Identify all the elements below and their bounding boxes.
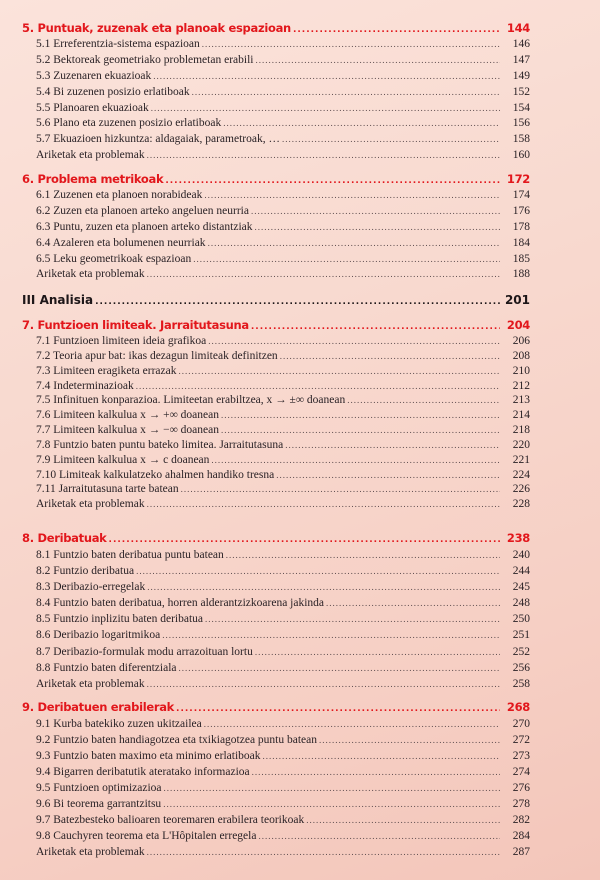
section-entry [22, 204, 530, 220]
entry-title: 9.3 Funtzio baten maximo eta minimo erlatiboak [36, 750, 261, 762]
page-number: 176 [512, 204, 530, 217]
section-entry [22, 732, 530, 748]
toc-chapter-5 [22, 20, 530, 164]
page-number: 270 [512, 718, 530, 730]
entry-title: 8.1 Funtzio baten deribatua puntu batean [36, 549, 224, 561]
dot-leader [319, 732, 500, 748]
entry-title: 5.3 Zuzenaren ekuazioak [36, 69, 152, 82]
dot-leader [178, 364, 500, 379]
entry-title: 8.6 Deribazio logaritmikoa [36, 629, 161, 642]
page-number: 184 [512, 236, 530, 249]
page-number: 284 [512, 830, 530, 842]
dot-leader [255, 220, 500, 236]
page-number: 158 [512, 133, 530, 146]
toc-chapter-8 [22, 530, 530, 692]
entry-title: 6.5 Leku geometrikoak espazioan [36, 252, 192, 265]
section-entry [22, 644, 530, 660]
section-entry [22, 676, 530, 692]
entry-title: 7.6 Limiteen kalkulua x → +∞ doanean [36, 409, 219, 422]
page-number: 272 [512, 734, 530, 746]
dot-leader [255, 644, 500, 660]
entry-title: 9.8 Cauchyren teorema eta L'Hôpitalen erregela [36, 830, 257, 842]
page-number: 201 [504, 293, 530, 307]
entry-title: 7.8 Funtzio baten puntu bateko limitea. Jarraitutasuna [36, 438, 284, 451]
dot-leader [162, 627, 500, 643]
entry-title: Ariketak eta problemak [36, 268, 145, 281]
section-entry [22, 748, 530, 764]
entry-title: 8.2 Funtzio deribatua [36, 565, 135, 578]
dot-leader [252, 764, 500, 780]
entry-title: 7.5 Infinituen konparazioa. Limiteetan erabiltzea, x → ±∞ doanean [36, 394, 346, 407]
page-number: 214 [512, 409, 530, 422]
entry-title: 7.10 Limiteak kalkulatzeko ahalmen handiko tresna [36, 468, 275, 481]
section-entry [22, 334, 530, 349]
page-number: 238 [506, 531, 530, 545]
entry-title: 5.7 Ekuazioen hizkuntza: aldagaiak, parametroak, … [36, 133, 280, 146]
entry-title: 9. Deribatuen erabilerak [22, 700, 175, 714]
page-number: 276 [512, 782, 530, 794]
entry-title: 7.11 Jarraitutasuna tarte batean [36, 483, 179, 496]
dot-leader [147, 844, 500, 860]
section-entry [22, 236, 530, 252]
section-entry [22, 148, 530, 164]
entry-title: 5.6 Plano eta zuzenen posizio erlatiboak [36, 117, 222, 130]
toc-part-iii [22, 292, 530, 309]
section-entry [22, 844, 530, 860]
section-entry [22, 252, 530, 268]
page-number: 250 [512, 613, 530, 626]
dot-leader [306, 812, 500, 828]
section-entry [22, 69, 530, 85]
dot-leader [153, 69, 500, 85]
entry-title: 8.3 Deribazio-erregelak [36, 581, 146, 594]
dot-leader [204, 188, 500, 204]
entry-title: 7.2 Teoria apur bat: ikas dezagun limiteak definitzen [36, 349, 278, 362]
page-number: 218 [512, 424, 530, 437]
section-entry [22, 482, 530, 497]
part-heading [22, 292, 530, 309]
page-number: 152 [512, 85, 530, 98]
page-number: 212 [512, 379, 530, 392]
section-entry [22, 780, 530, 796]
section-entry [22, 267, 530, 283]
dot-leader [226, 547, 500, 563]
section-entry [22, 85, 530, 101]
dot-leader [282, 132, 500, 148]
section-entry [22, 379, 530, 394]
dot-leader [179, 660, 500, 676]
dot-leader [208, 334, 500, 349]
page-number: 220 [512, 438, 530, 451]
dot-leader [193, 252, 500, 268]
page-number: 174 [512, 189, 530, 201]
entry-title: 5.2 Bektoreak geometriako problemetan erabili [36, 53, 254, 66]
entry-title: 8.7 Deribazio-formulak modu arrazoituan lortu [36, 645, 253, 658]
page-number: 268 [506, 700, 530, 714]
page-number: 172 [506, 172, 530, 186]
page-number: 188 [512, 268, 530, 281]
page-number: 206 [512, 335, 530, 347]
entry-title: 8. Deribatuak [22, 531, 107, 545]
dot-leader [95, 294, 500, 311]
entry-title: Ariketak eta problemak [36, 149, 145, 162]
entry-title: 8.8 Funtzio baten diferentziala [36, 661, 177, 674]
dot-leader [147, 267, 500, 283]
dot-leader [258, 828, 500, 844]
chapter-heading [22, 530, 530, 547]
section-entry [22, 660, 530, 676]
section-entry [22, 627, 530, 643]
page-number: 248 [512, 597, 530, 610]
section-entry [22, 579, 530, 595]
entry-title: 6.1 Zuzenen eta planoen norabideak [36, 189, 203, 201]
section-entry [22, 220, 530, 236]
page-number: 204 [506, 318, 530, 332]
page-number: 282 [512, 814, 530, 826]
page-number: 244 [512, 565, 530, 578]
page-number: 287 [512, 846, 530, 858]
section-entry [22, 132, 530, 148]
section-entry [22, 101, 530, 117]
section-entry [22, 595, 530, 611]
dot-leader [211, 453, 500, 468]
dot-leader [202, 37, 500, 53]
page-number: 160 [512, 149, 530, 162]
dot-leader [263, 748, 500, 764]
page-number: 147 [512, 53, 530, 66]
section-entry [22, 611, 530, 627]
entry-title: Ariketak eta problemak [36, 846, 145, 858]
page-number: 154 [512, 101, 530, 114]
section-entry [22, 37, 530, 53]
entry-title: 7.9 Limiteen kalkulua x → c doanean [36, 453, 210, 466]
dot-leader [181, 482, 500, 497]
dot-leader [326, 595, 500, 611]
page-number: 149 [512, 69, 530, 82]
entry-title: 9.6 Bi teorema garrantzitsu [36, 798, 162, 810]
section-entry [22, 716, 530, 732]
dot-leader [285, 438, 500, 453]
dot-leader [223, 116, 500, 132]
section-entry [22, 393, 530, 408]
page-number: 228 [512, 498, 530, 511]
page-number: 146 [512, 38, 530, 50]
entry-title: 7.7 Limiteen kalkulua x → −∞ doanean [36, 424, 219, 437]
section-entry [22, 423, 530, 438]
entry-title: 5.5 Planoaren ekuazioak [36, 101, 149, 114]
section-entry [22, 828, 530, 844]
page-number: 144 [506, 21, 530, 35]
chapter-heading [22, 699, 530, 716]
page-number: 210 [512, 364, 530, 377]
page-number: 226 [512, 483, 530, 496]
entry-title: 6.4 Azaleren eta bolumenen neurriak [36, 236, 206, 249]
section-entry [22, 563, 530, 579]
dot-leader [147, 579, 500, 595]
section-entry [22, 497, 530, 512]
entry-title: 7.3 Limiteen eragiketa errazak [36, 364, 177, 377]
dot-leader [204, 716, 500, 732]
dot-leader [192, 85, 500, 101]
section-entry [22, 188, 530, 204]
section-entry [22, 364, 530, 379]
entry-title: 9.2 Funtzio baten handiagotzea eta txikiagotzea puntu batean [36, 734, 318, 746]
entry-title: 9.1 Kurba batekiko zuzen ukitzailea [36, 718, 202, 730]
section-entry [22, 764, 530, 780]
entry-title: 5.4 Bi zuzenen posizio erlatiboak [36, 85, 190, 98]
dot-leader [147, 676, 500, 692]
section-entry [22, 438, 530, 453]
entry-title: 6.3 Puntu, zuzen eta planoen arteko distantziak [36, 220, 253, 233]
dot-leader [251, 204, 500, 220]
page-number: 245 [512, 581, 530, 594]
page-number: 178 [512, 220, 530, 233]
dot-leader [280, 349, 500, 364]
page-number: 213 [512, 394, 530, 407]
toc-chapter-9 [22, 699, 530, 860]
entry-title: 6. Problema metrikoak [22, 172, 164, 186]
dot-leader [151, 101, 500, 117]
page-number: 274 [512, 766, 530, 778]
page-number: 252 [512, 645, 530, 658]
dot-leader [276, 468, 500, 483]
page-number: 208 [512, 349, 530, 362]
page-number: 224 [512, 468, 530, 481]
section-entry [22, 547, 530, 563]
page-number: 251 [512, 629, 530, 642]
dot-leader [136, 379, 500, 394]
page-number: 273 [512, 750, 530, 762]
dot-leader [221, 423, 500, 438]
entry-title: 9.7 Batezbesteko balioaren teoremaren erabilera teorikoak [36, 814, 305, 826]
toc-chapter-6 [22, 171, 530, 283]
entry-title: 5. Puntuak, zuzenak eta planoak espazioan [22, 21, 291, 35]
dot-leader [136, 563, 500, 579]
dot-leader [163, 796, 500, 812]
dot-leader [221, 408, 500, 423]
section-entry [22, 349, 530, 364]
entry-title: 9.5 Funtzioen optimizazioa [36, 782, 162, 794]
section-entry [22, 812, 530, 828]
section-entry [22, 116, 530, 132]
entry-title: III Analisia [22, 293, 94, 307]
dot-leader [255, 53, 500, 69]
entry-title: Ariketak eta problemak [36, 498, 145, 511]
dot-leader [147, 497, 500, 512]
entry-title: 7.4 Indeterminazioak [36, 379, 134, 392]
entry-title: 8.4 Funtzio baten deribatua, horren alderantzizkoarena jakinda [36, 597, 325, 610]
dot-leader [347, 393, 500, 408]
section-entry [22, 796, 530, 812]
entry-title: 8.5 Funtzio inplizitu baten deribatua [36, 613, 204, 626]
page-number: 185 [512, 252, 530, 265]
section-entry [22, 468, 530, 483]
page-number: 258 [512, 677, 530, 690]
dot-leader [208, 236, 500, 252]
dot-leader [147, 148, 500, 164]
entry-title: 7. Funtzioen limiteak. Jarraitutasuna [22, 318, 249, 332]
section-entry [22, 53, 530, 69]
toc-chapter-7 [22, 317, 530, 512]
page-number: 240 [512, 549, 530, 561]
entry-title: 5.1 Erreferentzia-sistema espazioan [36, 38, 200, 50]
page-number: 221 [512, 453, 530, 466]
section-entry [22, 408, 530, 423]
entry-title: 7.1 Funtzioen limiteen ideia grafikoa [36, 335, 207, 347]
page-number: 256 [512, 661, 530, 674]
chapter-heading [22, 317, 530, 334]
entry-title: 6.2 Zuzen eta planoen arteko angeluen neurria [36, 204, 249, 217]
entry-title: Ariketak eta problemak [36, 677, 145, 690]
dot-leader [205, 611, 500, 627]
chapter-heading [22, 171, 530, 188]
dot-leader [164, 780, 500, 796]
page-number: 156 [512, 117, 530, 130]
entry-title: 9.4 Bigarren deribatutik ateratako informazioa [36, 766, 250, 778]
section-entry [22, 453, 530, 468]
page-number: 278 [512, 798, 530, 810]
chapter-heading [22, 20, 530, 37]
